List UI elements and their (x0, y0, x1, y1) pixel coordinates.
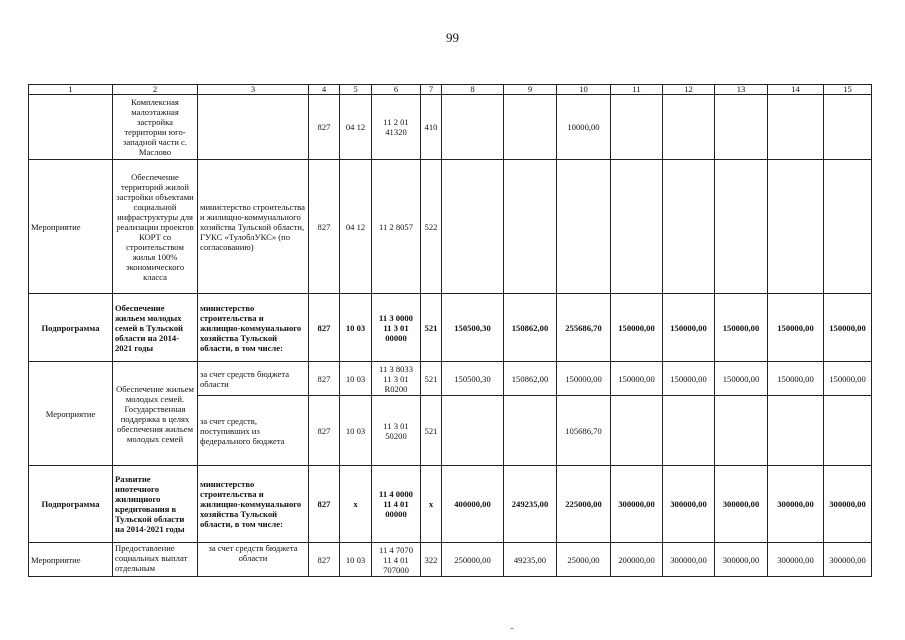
gr-code-cell: 827 (309, 294, 340, 362)
row-name-cell: Обеспечение жильем молодых семей в Тульской области на 2014-2021 годы (113, 294, 198, 362)
expense-type-cell: 322 (421, 543, 442, 577)
amount-cell: 150000,00 (663, 362, 715, 396)
target-code-cell: 11 4 7070 11 4 01 707000 (372, 543, 421, 577)
amount-cell: 150000,00 (768, 362, 824, 396)
header-cell: 6 (372, 85, 421, 95)
header-cell: 13 (715, 85, 768, 95)
header-cell: 5 (340, 85, 372, 95)
section-code-cell: 10 03 (340, 294, 372, 362)
amount-cell: 150000,00 (824, 294, 872, 362)
table-row (29, 95, 872, 160)
table-row (29, 160, 872, 294)
amount-cell: 150862,00 (504, 294, 557, 362)
amount-cell (824, 396, 872, 466)
target-code-cell: 11 3 01 50200 (372, 396, 421, 466)
amount-cell: 255686,70 (557, 294, 611, 362)
header-cell: 7 (421, 85, 442, 95)
budget-table (28, 84, 872, 577)
header-cell: 4 (309, 85, 340, 95)
amount-cell: 150500,30 (442, 294, 504, 362)
amount-cell (715, 160, 768, 294)
section-code-cell: 10 03 (340, 362, 372, 396)
amount-cell (611, 160, 663, 294)
table-row (29, 543, 872, 577)
amount-cell: 150000,00 (663, 294, 715, 362)
section-code-cell: 10 03 (340, 543, 372, 577)
section-code-cell: 10 03 (340, 396, 372, 466)
table-row-subprogram (29, 294, 872, 362)
header-cell: 12 (663, 85, 715, 95)
amount-cell: 300000,00 (611, 466, 663, 543)
amount-cell: 150000,00 (768, 294, 824, 362)
row-executor-cell (198, 95, 309, 160)
expense-type-cell: 521 (421, 294, 442, 362)
table-row-subprogram (29, 466, 872, 543)
header-cell: 11 (611, 85, 663, 95)
section-code-cell: 04 12 (340, 95, 372, 160)
target-code-cell: 11 2 8057 (372, 160, 421, 294)
amount-cell (504, 95, 557, 160)
row-name-cell: Комплексная малоэтажная застройка территории юго-западной части с. Маслово (113, 95, 198, 160)
row-executor-cell: министерство строительства и жилищно-коммунального хозяйства Тульской области, ГУКС «ТулоблУКС» (по согласованию) (198, 160, 309, 294)
row-type-cell: Мероприятие (29, 543, 113, 577)
amount-cell (442, 396, 504, 466)
expense-type-cell: 410 (421, 95, 442, 160)
amount-cell: 225000,00 (557, 466, 611, 543)
row-name-cell: Предоставление социальных выплат отдельным (113, 543, 198, 577)
amount-cell (611, 396, 663, 466)
amount-cell: 300000,00 (768, 466, 824, 543)
amount-cell: 150000,00 (557, 362, 611, 396)
amount-cell (715, 95, 768, 160)
gr-code-cell: 827 (309, 543, 340, 577)
header-cell: 9 (504, 85, 557, 95)
row-type-cell: Мероприятие (29, 160, 113, 294)
amount-cell: 150000,00 (611, 294, 663, 362)
header-cell: 10 (557, 85, 611, 95)
amount-cell: 300000,00 (715, 543, 768, 577)
header-cell: 1 (29, 85, 113, 95)
expense-type-cell: х (421, 466, 442, 543)
amount-cell (663, 396, 715, 466)
amount-cell: 105686,70 (557, 396, 611, 466)
amount-cell: 300000,00 (715, 466, 768, 543)
table-row (29, 362, 872, 396)
amount-cell: 300000,00 (824, 543, 872, 577)
amount-cell: 150862,00 (504, 362, 557, 396)
amount-cell (768, 95, 824, 160)
amount-cell (442, 160, 504, 294)
header-cell: 3 (198, 85, 309, 95)
row-name-cell: Развитие ипотечного жилищного кредитования в Тульской области на 2014-2021 годы (113, 466, 198, 543)
table-header-row (29, 85, 872, 95)
row-type-cell: Мероприятие (29, 362, 113, 466)
row-type-cell: Подпрограмма (29, 466, 113, 543)
amount-cell: 150000,00 (824, 362, 872, 396)
amount-cell: 150500,30 (442, 362, 504, 396)
gr-code-cell: 827 (309, 362, 340, 396)
page-number: 99 (446, 30, 459, 45)
gr-code-cell: 827 (309, 466, 340, 543)
row-executor-cell: за счет средств, поступивших из федерального бюджета (198, 396, 309, 466)
amount-cell (715, 396, 768, 466)
amount-cell (663, 95, 715, 160)
amount-cell: 300000,00 (663, 466, 715, 543)
row-type-cell: Подпрограмма (29, 294, 113, 362)
gr-code-cell: 827 (309, 95, 340, 160)
gr-code-cell: 827 (309, 396, 340, 466)
amount-cell: 150000,00 (715, 362, 768, 396)
amount-cell (504, 160, 557, 294)
amount-cell (442, 95, 504, 160)
row-executor-cell: за счет средств бюджета области (198, 543, 309, 577)
amount-cell: 10000,00 (557, 95, 611, 160)
row-type-cell (29, 95, 113, 160)
scan-speck (510, 628, 514, 629)
header-cell: 15 (824, 85, 872, 95)
amount-cell: 150000,00 (611, 362, 663, 396)
amount-cell: 250000,00 (442, 543, 504, 577)
section-code-cell: х (340, 466, 372, 543)
target-code-cell: 11 3 0000 11 3 01 00000 (372, 294, 421, 362)
amount-cell: 49235,00 (504, 543, 557, 577)
target-code-cell: 11 4 0000 11 4 01 00000 (372, 466, 421, 543)
header-cell: 8 (442, 85, 504, 95)
expense-type-cell: 521 (421, 396, 442, 466)
amount-cell: 300000,00 (824, 466, 872, 543)
amount-cell: 400000,00 (442, 466, 504, 543)
amount-cell (504, 396, 557, 466)
header-cell: 14 (768, 85, 824, 95)
amount-cell: 300000,00 (768, 543, 824, 577)
amount-cell: 300000,00 (663, 543, 715, 577)
amount-cell (768, 396, 824, 466)
row-executor-cell: министерство строительства и жилищно-коммунального хозяйства Тульской области, в том числе: (198, 466, 309, 543)
row-name-cell: Обеспечение территорий жилой застройки объектами социальной инфраструктуры для реализации проектов КОРТ со строительством жилья 100% экономического класса (113, 160, 198, 294)
section-code-cell: 04 12 (340, 160, 372, 294)
amount-cell: 150000,00 (715, 294, 768, 362)
target-code-cell: 11 2 01 41320 (372, 95, 421, 160)
amount-cell: 200000,00 (611, 543, 663, 577)
amount-cell (824, 95, 872, 160)
gr-code-cell: 827 (309, 160, 340, 294)
row-name-cell: Обеспечение жильем молодых семей. Государственная поддержка в целях обеспечения жильем молодых семей (113, 362, 198, 466)
expense-type-cell: 521 (421, 362, 442, 396)
amount-cell (824, 160, 872, 294)
row-executor-cell: министерство строительства и жилищно-коммунального хозяйства Тульской области, в том числе: (198, 294, 309, 362)
amount-cell (768, 160, 824, 294)
amount-cell (557, 160, 611, 294)
amount-cell (611, 95, 663, 160)
amount-cell: 249235,00 (504, 466, 557, 543)
amount-cell: 25000,00 (557, 543, 611, 577)
row-executor-cell: за счет средств бюджета области (198, 362, 309, 396)
target-code-cell: 11 3 8033 11 3 01 R0200 (372, 362, 421, 396)
expense-type-cell: 522 (421, 160, 442, 294)
header-cell: 2 (113, 85, 198, 95)
amount-cell (663, 160, 715, 294)
